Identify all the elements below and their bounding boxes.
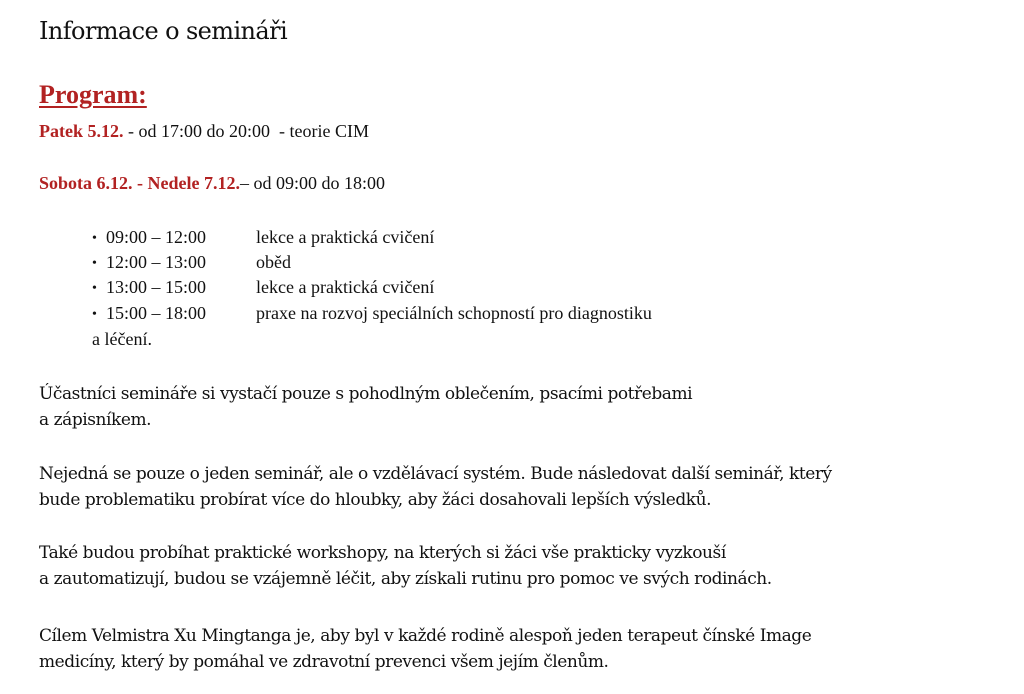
day1-label: Patek 5.12. xyxy=(39,121,124,141)
paragraph-line: bude problematiku probírat více do hloubky, aby žáci dosahovali lepších výsledků. xyxy=(39,490,712,510)
program-title: Program: xyxy=(39,80,147,109)
day1-line xyxy=(39,121,369,142)
schedule-time: 13:00 – 15:00 xyxy=(106,277,207,297)
schedule-time: 15:00 – 18:00 xyxy=(106,303,207,323)
paragraph-line: a zápisníkem. xyxy=(39,410,152,430)
bullet-icon: • xyxy=(92,307,97,322)
schedule-item xyxy=(92,252,291,273)
schedule-activity: lekce a praktická cvičení xyxy=(256,277,435,297)
page-heading: Informace o semináři xyxy=(39,17,288,45)
schedule-continuation: a léčení. xyxy=(92,329,152,349)
paragraph-line: a zautomatizují, budou se vzájemně léčit, aby získali rutinu pro pomoc ve svých rodinách. xyxy=(39,569,772,589)
day2-label: Sobota 6.12. - Nedele 7.12. xyxy=(39,173,240,193)
schedule-time: 12:00 – 13:00 xyxy=(106,252,207,272)
paragraph-line: Účastníci semináře si vystačí pouze s pohodlným oblečením, psacími potřebami xyxy=(39,384,693,404)
schedule-item xyxy=(92,227,434,248)
day1-text: - od 17:00 do 20:00 - teorie CIM xyxy=(123,121,369,141)
schedule-activity: praxe na rozvoj speciálních schopností pro diagnostiku xyxy=(256,303,652,323)
bullet-icon: • xyxy=(92,231,97,246)
bullet-icon: • xyxy=(92,281,97,296)
schedule-time: 09:00 – 12:00 xyxy=(106,227,207,247)
day2-text: – od 09:00 do 18:00 xyxy=(240,173,386,193)
paragraph-line: medicíny, který by pomáhal ve zdravotní prevenci všem jejím členům. xyxy=(39,652,609,672)
schedule-activity: lekce a praktická cvičení xyxy=(256,227,435,247)
schedule-item xyxy=(92,303,652,324)
paragraph-line: Cílem Velmistra Xu Mingtanga je, aby byl v každé rodině alespoň jeden terapeut čínské Image xyxy=(39,626,812,646)
paragraph-line: Nejedná se pouze o jeden seminář, ale o vzdělávací systém. Bude následovat další seminář, který xyxy=(39,464,832,484)
paragraph-line: Také budou probíhat praktické workshopy, na kterých si žáci vše prakticky vyzkouší xyxy=(39,543,726,563)
schedule-item xyxy=(92,277,434,298)
day2-line xyxy=(39,173,385,194)
schedule-activity: oběd xyxy=(256,252,291,272)
bullet-icon: • xyxy=(92,256,97,271)
